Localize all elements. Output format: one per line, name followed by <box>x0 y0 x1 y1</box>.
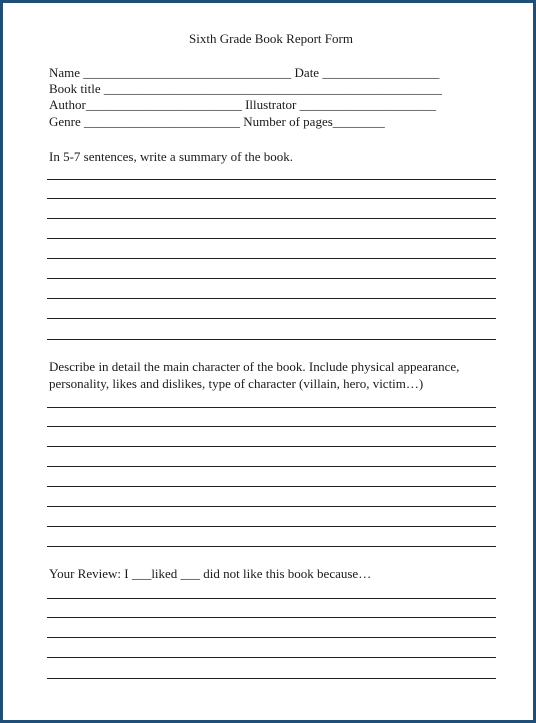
genre-pages-field[interactable]: Genre ________________________ Number of pages________ <box>49 114 385 129</box>
review-writing-line[interactable] <box>47 637 496 638</box>
review-writing-line[interactable] <box>47 678 496 679</box>
character-writing-line[interactable] <box>47 446 496 447</box>
summary-writing-line[interactable] <box>47 339 496 340</box>
review-prompt: Your Review: I ___liked ___ did not like this book because… <box>49 566 372 581</box>
summary-writing-line[interactable] <box>47 278 496 279</box>
name-date-field[interactable]: Name ________________________________ Date __________________ <box>49 65 440 80</box>
summary-writing-line[interactable] <box>47 318 496 319</box>
character-writing-line[interactable] <box>47 426 496 427</box>
review-writing-line[interactable] <box>47 657 496 658</box>
summary-prompt: In 5-7 sentences, write a summary of the book. <box>49 149 294 164</box>
character-writing-line[interactable] <box>47 407 496 408</box>
review-writing-line[interactable] <box>47 598 496 599</box>
character-writing-line[interactable] <box>47 506 496 507</box>
character-writing-line[interactable] <box>47 546 496 547</box>
summary-writing-line[interactable] <box>47 238 496 239</box>
character-writing-line[interactable] <box>47 466 496 467</box>
summary-writing-line[interactable] <box>47 198 496 199</box>
character-writing-line[interactable] <box>47 486 496 487</box>
character-writing-line[interactable] <box>47 526 496 527</box>
summary-writing-line[interactable] <box>47 179 496 180</box>
summary-writing-line[interactable] <box>47 258 496 259</box>
summary-writing-line[interactable] <box>47 218 496 219</box>
summary-writing-line[interactable] <box>47 298 496 299</box>
book-title-field[interactable]: Book title ____________________________________________________ <box>49 81 442 96</box>
review-writing-line[interactable] <box>47 617 496 618</box>
form-title: Sixth Grade Book Report Form <box>189 31 353 46</box>
author-illustrator-field[interactable]: Author________________________ Illustrator _____________________ <box>49 97 437 112</box>
character-prompt: Describe in detail the main character of the book. Include physical appearance, personality, likes and dislikes, type of character (villain, hero, victim…) <box>49 359 460 391</box>
